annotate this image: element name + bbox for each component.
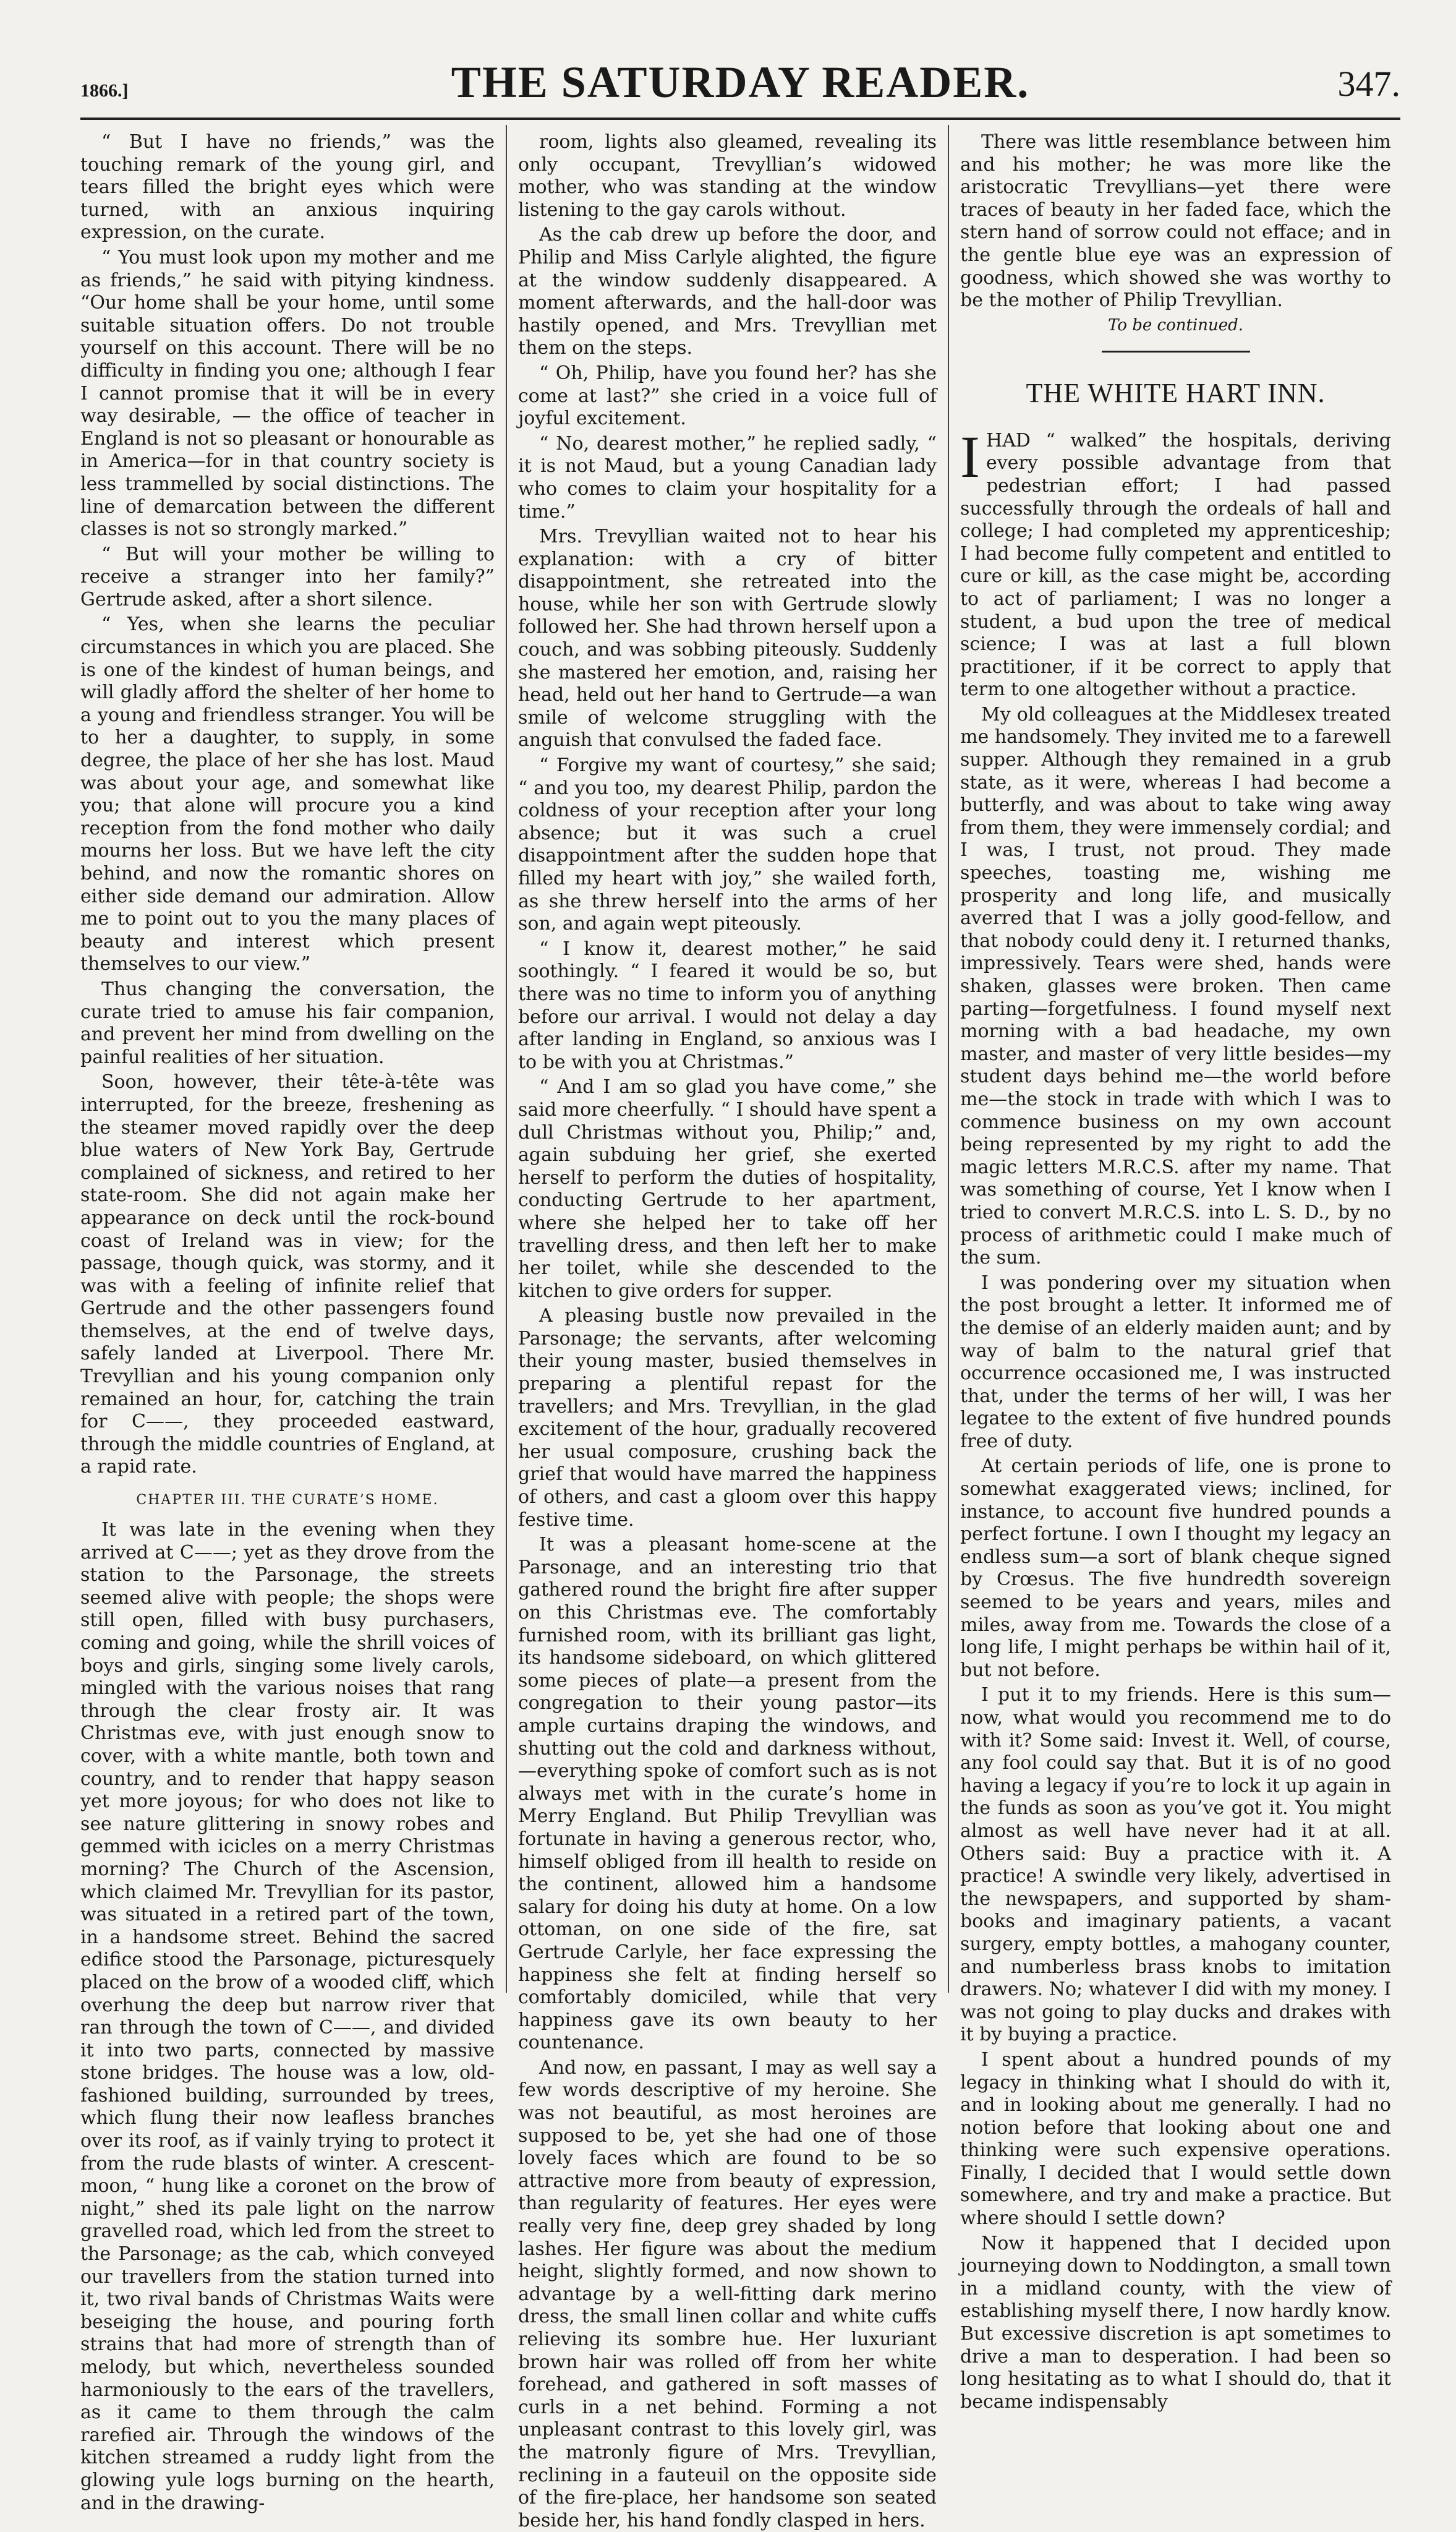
masthead	[80, 49, 1400, 120]
paragraph: “ But will your mother be willing to receive a stranger into her family?” Gertrude asked, after a short silence.	[80, 543, 495, 610]
paragraph: room, lights also gleamed, revealing its only occupant, Trevyllian’s widowed mother, who was standing at the window listening to the gay carols without.	[518, 131, 937, 221]
paragraph: I put it to my friends. Here is this sum—now, what would you recommend me to do with it? Some said: Invest it. Well, of course, any fool could say that. But it is of no good having a legacy if you’re to lock it up again in the funds as soon as you’ve got it. You might almost as well have never had it at all. Others said: Buy a practice with it. A practice! A swindle very likely, advertised in the newspapers, and supported by sham-books and imaginary patients, a vacant surgery, empty bottles, a mahogany counter, and numberless brass knobs to imitation drawers. No; whatever I did with my money. I was not going to play ducks and drakes with it by buying a practice.	[960, 1684, 1391, 2046]
story-title: THE WHITE HART INN.	[1026, 377, 1326, 408]
page-number: 347.	[1337, 64, 1400, 104]
paragraph: “ Forgive my want of courtesy,” she said; “ and you too, my dearest Philip, pardon the coldness of your reception after your long absence; but it was such a cruel disappointment after the sudden hope that filled my heart with joy,” she wailed forth, as she threw herself into the arms of her son, and again wept piteously.	[518, 755, 937, 935]
paragraph: I spent about a hundred pounds of my legacy in thinking what I should do with it, and in looking about me generally. I had no notion before that looking about one and thinking were such expensive operations. Finally, I decided that I would settle down somewhere, and try and make a practice. But where should I settle down?	[960, 2048, 1391, 2230]
paragraph: I was pondering over my situation when the post brought a letter. It informed me of the demise of an elderly maiden aunt; and by way of balm to the natural grief that occurrence occasioned me, I was instructed that, under the terms of her will, I was her legatee to the extent of five hundred pounds free of duty.	[960, 1272, 1391, 1452]
paragraph: Now it happened that I decided upon journeying down to Noddington, a small town in a midland county, with the view of establishing myself there, I now hardly know. But excessive discretion is apt sometimes to drive a man to desperation. I had been so long hesitating as to what I should do, that it became indispensably	[960, 2232, 1391, 2413]
paragraph: It was a pleasant home-scene at the Parsonage, and an interesting trio that gathered round the bright fire after supper on this Christmas eve. The comfortably furnished room, with its brilliant gas light, its handsome sideboard, on which glittered some pieces of plate—a present from the congregation to their young pastor—its ample curtains draping the windows, and shutting out the cold and darkness without,—everything spoke of comfort such as is not always met with in the curate’s home in Merry England. But Philip Trevyllian was fortunate in having a generous rector, who, himself obliged from ill health to reside on the continent, allowed him a handsome salary for doing his duty at home. On a low ottoman, on one side of the fire, sat Gertrude Carlyle, her face expressing the happiness she felt at finding herself so comfortably domiciled, while that very happiness gave its own beauty to her countenance.	[518, 1534, 937, 2054]
section-divider	[1102, 351, 1250, 353]
column-2	[507, 125, 949, 2531]
paragraph: “ And I am so glad you have come,” she said more cheerfully. “ I should have spent a dull Christmas without you, Philip;” and, again subduing her grief, she exerted herself to perform the duties of hospitality, conducting Gertrude to her apartment, where she helped her to take off her travelling dress, and then left her to make her toilet, while she descended to the kitchen to give orders for supper.	[518, 1076, 937, 1302]
paragraph: It was late in the evening when they arrived at C——; yet as they drove from the station to the Parsonage, the streets seemed alive with people; the shops were still open, filled with busy purchasers, coming and going, while the shrill voices of boys and girls, singing some lively carols, mingled with the various noises that rang through the clear frosty air. It was Christmas eve, with just enough snow to cover, with a white mantle, both town and country, and to render that happy season yet more joyous; for who does not like to see nature glittering in snowy robes and gemmed with icicles on a merry Christmas morning? The Church of the Ascension, which claimed Mr. Trevyllian for its pastor, was situated in a retired part of the town, in a handsome street. Behind the sacred edifice stood the Parsonage, picturesquely placed on the brow of a wooded cliff, which overhung the deep but narrow river that ran through the town of C——, and divided it into two parts, connected by massive stone bridges. The house was a low, old-fashioned building, surrounded by trees, which flung their now leafless branches over its roof, as if vainly trying to protect it from the rude blasts of winter. A crescent-moon, “ hung like a coronet on the brow of night,” shed its pale light on the narrow gravelled road, which led from the street to the Parsonage; as the cab, which conveyed our travellers from the station turned into it, two rival bands of Christmas Waits were beseiging the house, and pouring forth strains that had more of strength than of melody, but which, nevertheless sounded harmoniously to the ears of the travellers, as it came to them through the calm rarefied air. Through the windows of the kitchen streamed a ruddy light from the glowing yule logs burning on the hearth, and in the drawing-	[80, 1519, 495, 2514]
chapter-heading: CHAPTER III. THE CURATE’S HOME.	[136, 1492, 439, 1508]
paragraph: “ You must look upon my mother and me as friends,” he said with pitying kindness. “Our home shall be your home, until some suitable situation offers. Do not trouble yourself on this account. There will be no difficulty in finding you one; although I fear I cannot promise that it will be in every way desirable, — the office of teacher in England is not so pleasant or honourable as in America—for in that country society is less trammelled by social distinctions. The line of demarcation between the different classes is not so strongly marked.”	[80, 246, 495, 541]
continued-note: To be continued.	[1107, 315, 1244, 335]
paragraph: Soon, however, their tête-à-tête was interrupted, for the breeze, freshening as the steamer moved rapidly over the deep blue waters of New York Bay, Gertrude complained of sickness, and retired to her state-room. She did not again make her appearance on deck until the rock-bound coast of Ireland was in view; for the passage, though quick, was stormy, and it was with a feeling of infinite relief that Gertrude and the other passengers found themselves, at the end of twelve days, safely landed at Liverpool. There Mr. Trevyllian and his young companion only remained an hour, for, catching the train for C——, they proceeded eastward, through the middle countries of England, at a rapid rate.	[80, 1071, 495, 1478]
first-paragraph-text: HAD “ walked” the hospitals, deriving every possible advantage from that pedestrian effort; I had passed successfully through the ordeals of hall and college; I had completed my apprenticeship; I had become fully competent and entitled to cure or kill, as the case might be, according to act of parliament; I was no longer a student, a bud upon the tree of medical science; I was at last a full blown practitioner, if it be correct to apply that term to one altogether without a practice.	[960, 429, 1391, 701]
column-3	[949, 125, 1391, 2413]
paragraph: And now, en passant, I may as well say a few words descriptive of my heroine. She was not beautiful, as most heroines are supposed to be, yet she had one of those lovely faces which are found to be so attractive more from beauty of expression, than regularity of features. Her eyes were really very fine, deep grey shaded by long lashes. Her figure was about the medium height, slightly formed, and now shown to advantage by a well-fitting dark merino dress, the small linen collar and white cuffs relieving its sombre hue. Her luxuriant brown hair was rolled off from her white forehead, and gathered in soft masses of curls in a net behind. Forming a not unpleasant contrast to this lovely girl, was the matronly figure of Mrs. Trevyllian, reclining in a fauteuil on the opposite side of the fire-place, her handsome son seated beside her, his hand fondly clasped in hers.	[518, 2056, 937, 2531]
paragraph: A pleasing bustle now prevailed in the Parsonage; the servants, after welcoming their young master, busied themselves in preparing a plentiful repast for the travellers; and Mrs. Trevyllian, in the glad excitement of the hour, gradually recovered her usual composure, crushing back the grief that would have marred the happiness of others, and cast a gloom over this happy festive time.	[518, 1305, 937, 1531]
paragraph: My old colleagues at the Middlesex treated me handsomely. They invited me to a farewell supper. Although they remained in a grub state, as it were, whereas I had become a butterfly, and was about to take wing away from them, they were immensely cordial; and I was, I trust, not proud. They made speeches, toasting me, wishing me prosperity and long life, and musically averred that I was a jolly good-fellow, and that nobody could deny it. I returned thanks, impressively. Tears were shed, hands were shaken, glasses were broken. Then came parting—forgetfulness. I found myself next morning with a bad headache, my own master, and master of very little besides—my student days behind me—the world before me—the stock in trade with which I was to commence business on my own account being represented by my right to add the magic letters M.R.C.S. after my name. That was something of course, Yet I know when I tried to convert M.R.C.S. into L. S. D., by no process of arithmetic could I make much of the sum.	[960, 703, 1391, 1269]
text-columns	[80, 125, 1400, 2531]
paragraph: “ I know it, dearest mother,” he said soothingly. “ I feared it would be so, but there was no time to inform you of anything before our arrival. I would not delay a day after landing in England, so anxious was I to be with you at Christmas.”	[518, 938, 937, 1073]
first-paragraph	[960, 423, 1391, 701]
paragraph: At certain periods of life, one is prone to somewhat exaggerated views; inclined, for instance, to account five hundred pounds a perfect fortune. I own I thought my legacy an endless sum—a sort of blank cheque signed by Crœsus. The five hundredth sovereign seemed to be years and years, miles and miles, away from me. Towards the close of a long life, I might perhaps be within hail of it, but not before.	[960, 1455, 1391, 1681]
paragraph: “ No, dearest mother,” he replied sadly, “ it is not Maud, but a young Canadian lady who comes to claim your hospitality for a time.”	[518, 432, 937, 523]
paragraph: “ Yes, when she learns the peculiar circumstances in which you are placed. She is one of the kindest of human beings, and will gladly afford the shelter of her home to a young and friendless stranger. You will be to her a daughter, to supply, in some degree, the place of her she has lost. Maud was about your age, and somewhat like you; that alone will procure you a kind reception from the fond mother who daily mourns her loss. But we have left the city behind, and now the romantic shores on either side demand our admiration. Allow me to point out to you the many places of beauty and interest which present themselves to our view.”	[80, 614, 495, 975]
paragraph: Thus changing the conversation, the curate tried to amuse his fair companion, and prevent her mind from dwelling on the painful realities of her situation.	[80, 978, 495, 1068]
paragraph: “ But I have no friends,” was the touching remark of the young girl, and tears filled the bright eyes which were turned, with an anxious inquiring expression, on the curate.	[80, 131, 495, 244]
publication-title: THE SATURDAY READER.	[451, 58, 1030, 107]
issue-year: 1866.]	[80, 80, 129, 101]
drop-cap: I	[960, 423, 980, 490]
paragraph: Mrs. Trevyllian waited not to hear his explanation: with a cry of bitter disappointment, she retreated into the house, while her son with Gertrude slowly followed her. She had thrown herself upon a couch, and was sobbing piteously. Suddenly she mastered her emotion, and, raising her head, held out her hand to Gertrude—a wan smile of welcome struggling with the anguish that convulsed the faded face.	[518, 526, 937, 751]
paragraph: There was little resemblance between him and his mother; he was more like the aristocratic Trevyllians—yet there were traces of beauty in her faded face, which the stern hand of sorrow could not efface; and in the gentle blue eye was an expression of goodness, which showed she was worthy to be the mother of Philip Trevyllian.	[960, 131, 1391, 312]
paragraph: As the cab drew up before the door, and Philip and Miss Carlyle alighted, the figure at the window suddenly disappeared. A moment afterwards, and the hall-door was hastily opened, and Mrs. Trevyllian met them on the steps.	[518, 224, 937, 359]
paragraph: “ Oh, Philip, have you found her? has she come at last?” she cried in a voice full of joyful excitement.	[518, 362, 937, 430]
column-1	[80, 125, 507, 2514]
